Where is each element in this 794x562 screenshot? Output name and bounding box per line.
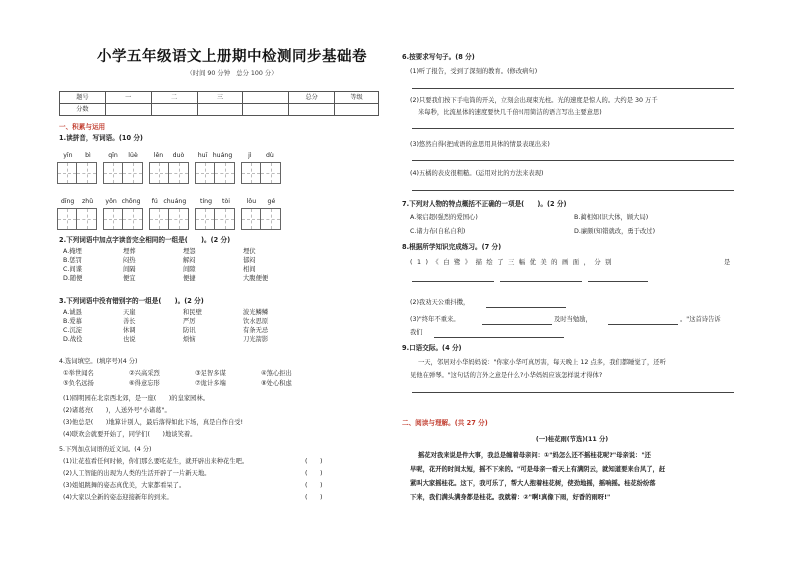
option-text: 也说	[123, 336, 136, 344]
word-option: ⑤负名远扬	[63, 380, 94, 388]
table-cell: 一	[105, 92, 151, 104]
reading-line-4: 下来，我们满头满身都是桂花。我就着：②"啊!真像下雨，好香的雨呀!"	[410, 494, 611, 501]
pinyin-group	[103, 198, 143, 230]
q6-item-2-cont: 米每秒，比流星体的速度要快几千倍!(用简洁的语言写出主要意思)	[418, 109, 602, 116]
question-3: 3.下列词语中没有错别字的一组是( )。(2 分)	[59, 297, 204, 305]
pinyin-group	[195, 198, 235, 230]
answer-line[interactable]	[500, 281, 582, 282]
pinyin-group	[103, 152, 143, 184]
q6-item-3: (3)悠然自得(把成语的意思用具体的情景表现出来)	[410, 141, 550, 148]
q6-item-2: (2)只要我们按下手电筒的开关，立刻会出现束光柱。光的速度是惊人的。大约是 30 万千	[410, 97, 658, 104]
answer-line[interactable]	[412, 160, 734, 161]
exam-title: 小学五年级语文上册期中检测同步基础卷	[97, 49, 367, 65]
option-text[interactable]: D.随便	[63, 275, 83, 283]
pinyin-group	[57, 152, 97, 184]
reading-title: (一)桂花雨(节选)(11 分)	[535, 436, 609, 443]
q9-text-2: 见他在弹琴。"这句话的言外之意是什么?小华妈妈应该怎样说才得体?	[410, 372, 603, 379]
q5-answer-paren[interactable]: ( )	[305, 470, 323, 477]
writing-box[interactable]	[57, 208, 77, 230]
q5-item-1: (1)让花苞看任何时候，你们那么要吃花生，就开辟出来种花生吧。	[63, 458, 249, 465]
pinyin-group	[241, 152, 281, 184]
option-text: 和民壁	[183, 309, 202, 316]
option-text: 波光鳞鳞	[243, 309, 269, 316]
writing-box[interactable]	[169, 162, 189, 184]
option-text: 善长	[123, 318, 136, 326]
pinyin-group	[241, 198, 281, 230]
q6-item-4: (4)五橘的表皮很粗糙。(运用对比的方法来表现)	[410, 170, 544, 177]
question-8: 8.根据所学知识完成练习。(7 分)	[402, 243, 502, 251]
option-text[interactable]: B.惩罚	[63, 257, 82, 265]
table-cell: 题号	[60, 92, 106, 104]
pinyin-syllable: yōn	[105, 198, 117, 205]
pinyin-row-2	[57, 198, 287, 230]
word-option: ④煞心拒出	[261, 370, 292, 377]
exam-subtitle: （时间 90 分钟 总分 100 分）	[186, 70, 278, 77]
option-text: 闷热	[123, 257, 136, 265]
writing-box[interactable]	[261, 208, 281, 230]
option-text: 埋葬	[123, 248, 136, 255]
score-input-cell[interactable]	[105, 104, 151, 116]
answer-line[interactable]	[412, 392, 734, 393]
question-5: 5.下列加点词语的近义词。(4 分)	[59, 446, 152, 453]
q5-item-4: (4)大家以全新的姿态迎接新年的到来。	[63, 494, 173, 501]
writing-box[interactable]	[215, 208, 235, 230]
q2-options	[63, 248, 303, 283]
pinyin-syllable: huáng	[212, 152, 233, 159]
question-6: 6.按要求写句子。(8 分)	[402, 53, 475, 61]
writing-box[interactable]	[149, 162, 169, 184]
answer-line[interactable]	[482, 324, 552, 325]
writing-box[interactable]	[195, 162, 215, 184]
table-row	[60, 104, 379, 116]
word-option: ⑦诡计多端	[195, 380, 226, 388]
option-text[interactable]: A.掩埋	[63, 248, 82, 255]
q8-item-3: (3)"终年不重来。	[410, 316, 460, 323]
q5-answer-paren[interactable]: ( )	[305, 482, 323, 489]
writing-box[interactable]	[241, 162, 261, 184]
pinyin-syllable: jì	[248, 152, 252, 159]
table-cell: 等级	[335, 92, 379, 104]
answer-line[interactable]	[434, 337, 564, 338]
q8-item-1: (1)《白鹭》描绘了三幅优美的画面，分别	[410, 259, 616, 266]
table-cell: 分数	[60, 104, 106, 116]
word-option: ③足智多谋	[195, 370, 226, 377]
writing-box[interactable]	[57, 162, 77, 184]
writing-box[interactable]	[77, 208, 97, 230]
option-text: 相间	[243, 266, 256, 274]
option-text: 刀光箭影	[243, 336, 269, 344]
table-row	[60, 92, 379, 104]
q8-item-3-mid: 及时当勉励，	[554, 316, 592, 323]
q8-item-2: (2)我劝天公重抖擞，	[410, 299, 470, 306]
answer-line[interactable]	[412, 190, 734, 191]
pinyin-syllable: gé	[267, 198, 276, 205]
pinyin-group	[57, 198, 97, 230]
q7-option-d[interactable]: D.廉颇(知错就改，勇于改过)	[574, 228, 656, 235]
answer-line[interactable]	[412, 281, 494, 282]
writing-box[interactable]	[77, 162, 97, 184]
pinyin-group	[195, 152, 235, 184]
pinyin-syllable: zhǔ	[82, 198, 94, 205]
option-text: 有条无忌	[243, 327, 269, 335]
option-text: 间隙	[183, 266, 196, 274]
section-heading-1: 一、积累与运用	[59, 123, 106, 131]
q8-item-1-end: 是	[724, 259, 731, 266]
answer-line[interactable]	[486, 307, 566, 308]
option-text: 饮水思原	[243, 318, 269, 326]
left-column	[55, 0, 385, 562]
pinyin-syllable: yīn	[63, 152, 73, 159]
score-table	[59, 91, 379, 116]
option-text: 防讯	[183, 327, 196, 335]
q3-options	[63, 309, 303, 344]
writing-box[interactable]	[123, 208, 143, 230]
table-cell: 总分	[289, 92, 335, 104]
q7-option-b[interactable]: B.蔺相如(识大体，顾大局)	[574, 214, 649, 221]
q8-item-3-end: 。"这首诗告诉	[680, 316, 721, 323]
answer-line[interactable]	[608, 324, 678, 325]
word-option: ②兴高采烈	[129, 370, 160, 377]
pinyin-syllable: duò	[172, 152, 185, 159]
pinyin-syllable: dù	[265, 152, 274, 159]
pinyin-syllable: lǒu	[246, 198, 257, 205]
section-heading-2: 二、阅读与理解。(共 27 分)	[402, 419, 488, 427]
q6-item-1: (1)听了报告，受到了深刻的教育。(修改病句)	[410, 68, 538, 75]
q5-item-3: (3)姐姐跳舞的姿态真优美，大家都看呆了。	[63, 482, 186, 489]
option-text[interactable]: A.诚恳	[63, 309, 82, 316]
pinyin-syllable: lüè	[128, 152, 138, 159]
table-cell: 二	[151, 92, 197, 104]
option-text: 大腹便便	[243, 275, 269, 283]
option-text: 埋伏	[243, 248, 256, 255]
question-1: 1.读拼音，写词语。(10 分)	[59, 134, 143, 142]
pinyin-syllable: chuáng	[163, 198, 187, 205]
pinyin-syllable: bì	[85, 152, 91, 159]
score-input-cell[interactable]	[335, 104, 379, 116]
writing-box[interactable]	[149, 208, 169, 230]
option-text[interactable]: C.沉淀	[63, 327, 82, 335]
q8-item-3-cont: 我们	[410, 329, 423, 336]
option-text[interactable]: C.间谍	[63, 266, 82, 274]
option-text: 天崖	[123, 309, 136, 316]
writing-box[interactable]	[241, 208, 261, 230]
pinyin-syllable: tòi	[222, 198, 230, 205]
reading-line-2: 早呢，花开的时间太短，摇不下来的。"可是母亲一看天上有满阴云，就知道要来台风了，赶	[410, 466, 666, 473]
pinyin-syllable: chōng	[121, 198, 141, 205]
question-9: 9.口语交际。(4 分)	[402, 344, 462, 352]
word-option: ⑥得意忘形	[129, 380, 160, 388]
question-4: 4.选词填空。(填序号)(4 分)	[59, 358, 138, 365]
option-text: 间隔	[123, 266, 136, 274]
option-text: 郁闷	[243, 257, 256, 265]
word-option: ⑧处心积虑	[261, 380, 292, 388]
question-7: 7.下列对人物的特点概括不正确的一项是( )。(2 分)	[402, 200, 567, 208]
writing-box[interactable]	[169, 208, 189, 230]
option-text[interactable]: D.战役	[63, 336, 83, 344]
option-text: 便捷	[183, 275, 196, 283]
pinyin-group	[149, 152, 189, 184]
writing-box[interactable]	[123, 162, 143, 184]
score-input-cell[interactable]	[289, 104, 335, 116]
q4-item-2: (2)诸葛亮( )，人送外号"小诸葛"。	[63, 407, 171, 414]
q7-option-a[interactable]: A.梁启超(强烈的爱国心)	[410, 214, 478, 221]
answer-line[interactable]	[588, 281, 648, 282]
q5-item-2: (2)人工智能的出现为人类的生活开辟了一片新天地。	[63, 470, 211, 477]
question-2: 2.下列词语中加点字读音完全相同的一组是( )。(2 分)	[59, 236, 231, 244]
writing-box[interactable]	[103, 162, 123, 184]
option-text: 便宜	[123, 275, 136, 283]
writing-box[interactable]	[215, 162, 235, 184]
word-option: ①举世闻名	[63, 370, 94, 377]
pinyin-group	[149, 198, 189, 230]
reading-line-1: 摇花对我来说是件大事，我总是缠着母亲问：①"妈怎么还不摇桂花呢?"母亲说："还	[418, 452, 651, 459]
q4-item-1: (1)圆明园在北京西北郊，是一座( )的皇家园林。	[63, 395, 210, 402]
q4-item-3: (3)他总是( )地算计别人，最后落得如此下场，真是自作自受!	[63, 419, 244, 426]
pinyin-syllable: huī	[197, 152, 208, 159]
score-input-cell[interactable]	[243, 104, 289, 116]
writing-box[interactable]	[103, 208, 123, 230]
writing-box[interactable]	[261, 162, 281, 184]
score-input-cell[interactable]	[197, 104, 243, 116]
pinyin-row-1	[57, 152, 287, 184]
score-input-cell[interactable]	[151, 104, 197, 116]
answer-line[interactable]	[412, 88, 734, 89]
writing-box[interactable]	[195, 208, 215, 230]
option-text: 烦恼	[183, 336, 196, 344]
pinyin-syllable: qīn	[108, 152, 118, 159]
q9-text-1: 一天，邻居对小华妈妈说："你家小华可真厉害，每天晚上 12 点多，我们都睡觉了，还听	[418, 359, 666, 366]
q5-answer-paren[interactable]: ( )	[305, 458, 323, 465]
option-text: 埋怨	[183, 248, 196, 255]
reading-line-3: 紧叫大家摇桂花。这下，我可乐了，帮大人抱着桂花树，使劲地摇，摇响摇。桂花纷纷落	[410, 480, 656, 487]
pinyin-syllable: dīng	[60, 198, 75, 205]
option-text[interactable]: B.爱慕	[63, 318, 82, 326]
q4-item-4: (4)联欢会就要开始了，同学们( )地谈笑着。	[63, 431, 197, 438]
right-column	[402, 0, 742, 562]
option-text: 严厉	[183, 318, 196, 326]
q4-word-bank	[63, 370, 327, 387]
table-cell: 三	[197, 92, 243, 104]
pinyin-syllable: tíng	[200, 198, 213, 205]
q5-answer-paren[interactable]: ( )	[305, 494, 323, 501]
q7-option-c[interactable]: C.诸力布(自私自利)	[410, 228, 466, 235]
pinyin-syllable: fú	[151, 198, 158, 205]
pinyin-syllable: lěn	[153, 152, 164, 159]
option-text: 休调	[123, 327, 136, 335]
answer-line[interactable]	[412, 128, 734, 129]
option-text: 解闷	[183, 257, 196, 265]
table-cell	[243, 92, 289, 104]
